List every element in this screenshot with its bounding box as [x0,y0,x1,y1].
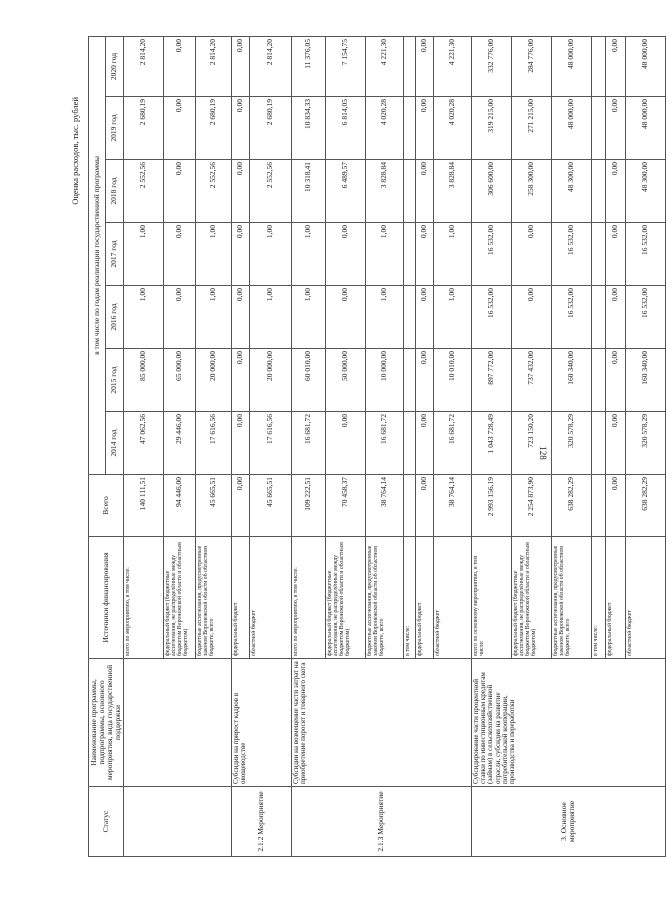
year-value-cell: 723 150,20 [511,412,551,475]
funding-source-cell: федеральный бюджет (бюджетные ассигнования, не распределённые между бюджетом Воронежской области и областным бюджетом) [163,537,195,659]
year-value-cell: 0,00 [415,349,433,412]
year-value-cell: 1,00 [365,286,403,349]
year-value-cell: 160 340,00 [551,349,591,412]
year-value-cell: 897 772,00 [471,349,511,412]
total-value-cell [591,475,605,537]
year-value-cell: 0,00 [163,97,195,160]
year-value-cell: 1,00 [195,286,231,349]
year-value-cell: 48 000,00 [625,97,665,160]
year-value-cell: 0,00 [415,160,433,223]
year-value-cell: 50 000,00 [325,349,365,412]
year-value-cell: 0,00 [511,286,551,349]
year-value-cell: 4 221,30 [433,36,471,96]
year-value-cell: 16 532,00 [625,223,665,286]
table-row [123,36,163,856]
year-value-cell: 16 532,00 [625,286,665,349]
year-value-cell: 1 043 728,49 [471,412,511,475]
year-value-cell: 10 318,41 [291,160,325,223]
year-value-cell: 7 154,75 [325,36,365,96]
total-value-cell [403,475,415,537]
year-value-cell [403,349,415,412]
year-value-cell: 16 681,72 [433,412,471,475]
year-value-cell: 0,00 [231,36,249,96]
total-value-cell: 0,00 [231,475,249,537]
year-value-cell: 0,00 [325,223,365,286]
year-value-cell: 16 532,00 [551,223,591,286]
year-value-cell: 0,00 [231,160,249,223]
year-value-cell: 0,00 [231,286,249,349]
year-value-cell: 0,00 [511,223,551,286]
year-value-cell: 0,00 [605,223,625,286]
total-value-cell: 38 764,14 [433,475,471,537]
total-value-cell: 638 282,29 [551,475,591,537]
year-value-cell: 320 578,29 [551,412,591,475]
table-body [123,36,665,856]
year-value-cell: 16 532,00 [471,223,511,286]
year-value-cell: 47 062,56 [123,412,163,475]
year-value-cell: 48 300,00 [551,160,591,223]
year-value-cell: 332 776,00 [471,36,511,96]
header-source: Источники финансирования [89,537,124,659]
year-value-cell: 1,00 [365,223,403,286]
status-cell: 2.1.3 Мероприятие [291,787,471,857]
total-value-cell: 0,00 [605,475,625,537]
year-value-cell [591,97,605,160]
year-value-cell: 0,00 [163,223,195,286]
year-value-cell: 11 376,05 [291,36,325,96]
year-value-cell: 0,00 [325,286,365,349]
funding-source-cell: федеральный бюджет [415,537,433,659]
year-value-cell: 160 340,00 [625,349,665,412]
year-value-cell: 0,00 [605,349,625,412]
year-value-cell: 306 600,00 [471,160,511,223]
year-value-cell [403,97,415,160]
year-value-cell: 10 834,33 [291,97,325,160]
year-value-cell: 16 532,00 [551,286,591,349]
year-value-cell: 2 552,56 [249,160,291,223]
year-value-cell: 16 681,72 [291,412,325,475]
year-value-cell: 0,00 [325,412,365,475]
status-cell [123,787,231,857]
total-value-cell: 140 111,51 [123,475,163,537]
funding-source-cell: областной бюджет [625,537,665,659]
header-year: 2014 год [106,412,123,475]
funding-source-cell: всего по мероприятию, в том числе: [123,537,163,659]
year-value-cell: 60 010,00 [291,349,325,412]
total-value-cell: 45 665,51 [195,475,231,537]
year-value-cell: 29 446,00 [163,412,195,475]
funding-source-cell: бюджетные ассигнования, предусмотренные законом Воронежской области об областном бюджете, всего [551,537,591,659]
year-value-cell: 17 616,56 [249,412,291,475]
year-value-cell: 1,00 [433,286,471,349]
year-value-cell: 48 000,00 [625,36,665,96]
header-year: 2015 год [106,349,123,412]
year-value-cell [403,412,415,475]
year-value-cell: 1,00 [291,223,325,286]
year-value-cell: 1,00 [433,223,471,286]
year-value-cell: 0,00 [231,349,249,412]
year-value-cell: 284 776,00 [511,36,551,96]
status-cell: 3. Основное мероприятие [471,787,665,857]
funding-source-cell: областной бюджет [249,537,291,659]
year-value-cell: 6 814,05 [325,97,365,160]
year-value-cell: 0,00 [415,412,433,475]
year-value-cell: 0,00 [231,412,249,475]
funding-source-cell: областной бюджет [433,537,471,659]
funding-source-cell: федеральный бюджет (бюджетные ассигнования, не распределённые между бюджетом Воронежской области и областным бюджетом) [511,537,551,659]
measure-name-cell [123,659,231,787]
budget-table [88,36,666,857]
total-value-cell: 2 993 156,19 [471,475,511,537]
funding-source-cell: всего по основному мероприятию, в том числе: [471,537,511,659]
total-value-cell: 109 222,51 [291,475,325,537]
funding-source-cell: бюджетные ассигнования, предусмотренные законом Воронежской области об областном бюджете, всего [195,537,231,659]
funding-source-cell: федеральный бюджет [231,537,249,659]
year-value-cell: 320 578,29 [625,412,665,475]
funding-source-cell: федеральный бюджет (бюджетные ассигнования, не распределённые между бюджетом Воронежской области и областным бюджетом) [325,537,365,659]
year-value-cell [591,223,605,286]
total-value-cell: 638 282,29 [625,475,665,537]
year-value-cell: 20 000,00 [249,349,291,412]
year-value-cell: 48 000,00 [551,36,591,96]
year-value-cell: 20 000,00 [195,349,231,412]
rotated-table-sheet [70,37,650,857]
year-value-cell: 2 680,19 [123,97,163,160]
total-value-cell: 45 665,51 [249,475,291,537]
year-value-cell: 2 680,19 [195,97,231,160]
total-value-cell: 0,00 [415,475,433,537]
year-value-cell: 85 000,00 [123,349,163,412]
funding-source-cell: федеральный бюджет [605,537,625,659]
table-row [291,36,325,856]
year-value-cell: 1,00 [291,286,325,349]
funding-source-cell: в том числе: [591,537,605,659]
year-value-cell: 0,00 [605,97,625,160]
total-value-cell: 2 254 873,90 [511,475,551,537]
year-value-cell: 48 000,00 [551,97,591,160]
year-value-cell: 0,00 [163,160,195,223]
header-year: 2018 год [106,160,123,223]
year-value-cell: 0,00 [163,286,195,349]
year-value-cell: 2 680,19 [249,97,291,160]
year-value-cell: 271 215,00 [511,97,551,160]
header-total: Всего [89,475,124,537]
year-value-cell: 4 020,28 [365,97,403,160]
year-value-cell: 2 814,20 [123,36,163,96]
year-value-cell: 0,00 [605,412,625,475]
year-value-cell: 2 552,56 [123,160,163,223]
year-value-cell: 16 681,72 [365,412,403,475]
year-value-cell: 10 000,00 [365,349,403,412]
year-value-cell [591,412,605,475]
year-value-cell: 3 828,84 [433,160,471,223]
header-year: 2016 год [106,286,123,349]
header-name: Наименование программы, подпрограммы, основного мероприятия, вида государственной поддержки [89,659,124,787]
table-caption: Оценка расходов, тыс. рублей [70,97,80,205]
year-value-cell [591,36,605,96]
year-value-cell [403,36,415,96]
year-value-cell: 0,00 [231,97,249,160]
year-value-cell: 4 020,28 [433,97,471,160]
measure-name-cell: Субсидии на прирост кадров в овощеводстве [231,659,291,787]
measure-name-cell: Субсидии на возмещение части затрат на приобретение поросят и товарного скота [291,659,471,787]
status-cell: 2.1.2 Мероприятие [231,787,291,857]
header-by-years: в том числе по годам реализации государственной программы [89,36,106,474]
page-number: 128 [538,446,548,460]
year-value-cell [591,160,605,223]
year-value-cell: 0,00 [605,36,625,96]
table-row [231,36,249,856]
header-status: Статус [89,787,124,857]
year-value-cell: 0,00 [415,223,433,286]
header-year: 2020 год [106,36,123,96]
header-year: 2019 год [106,97,123,160]
year-value-cell [403,160,415,223]
table-row [471,36,511,856]
year-value-cell: 1,00 [123,286,163,349]
funding-source-cell: всего по мероприятию, в том числе: [291,537,325,659]
year-value-cell: 1,00 [249,286,291,349]
year-value-cell: 0,00 [415,97,433,160]
year-value-cell: 6 489,57 [325,160,365,223]
year-value-cell [403,223,415,286]
measure-name-cell: Субсидирование части процентной ставки по инвестиционным кредитам (займам) в сельскохозяйственной отрасли, субсидии на развитие потребительской кооперации, производства и переработки [471,659,665,787]
header-year: 2017 год [106,223,123,286]
year-value-cell [591,286,605,349]
year-value-cell: 1,00 [195,223,231,286]
year-value-cell: 4 221,30 [365,36,403,96]
year-value-cell: 319 215,00 [471,97,511,160]
total-value-cell: 94 446,00 [163,475,195,537]
year-value-cell: 2 814,20 [249,36,291,96]
funding-source-cell: в том числе: [403,537,415,659]
year-value-cell: 258 300,00 [511,160,551,223]
year-value-cell: 0,00 [605,160,625,223]
year-value-cell: 10 010,00 [433,349,471,412]
year-value-cell [403,286,415,349]
header-row-top [89,36,106,856]
year-value-cell: 48 300,00 [625,160,665,223]
year-value-cell: 0,00 [415,36,433,96]
year-value-cell: 16 532,00 [471,286,511,349]
year-value-cell [591,349,605,412]
year-value-cell: 1,00 [123,223,163,286]
year-value-cell: 2 814,20 [195,36,231,96]
year-value-cell: 65 000,00 [163,349,195,412]
year-value-cell: 3 828,84 [365,160,403,223]
total-value-cell: 38 764,14 [365,475,403,537]
year-value-cell: 2 552,56 [195,160,231,223]
total-value-cell: 70 458,37 [325,475,365,537]
year-value-cell: 737 432,00 [511,349,551,412]
year-value-cell: 0,00 [415,286,433,349]
year-value-cell: 1,00 [249,223,291,286]
funding-source-cell: бюджетные ассигнования, предусмотренные законом Воронежской области об областном бюджете, всего [365,537,403,659]
year-value-cell: 0,00 [163,36,195,96]
year-value-cell: 17 616,56 [195,412,231,475]
year-value-cell: 0,00 [231,223,249,286]
year-value-cell: 0,00 [605,286,625,349]
